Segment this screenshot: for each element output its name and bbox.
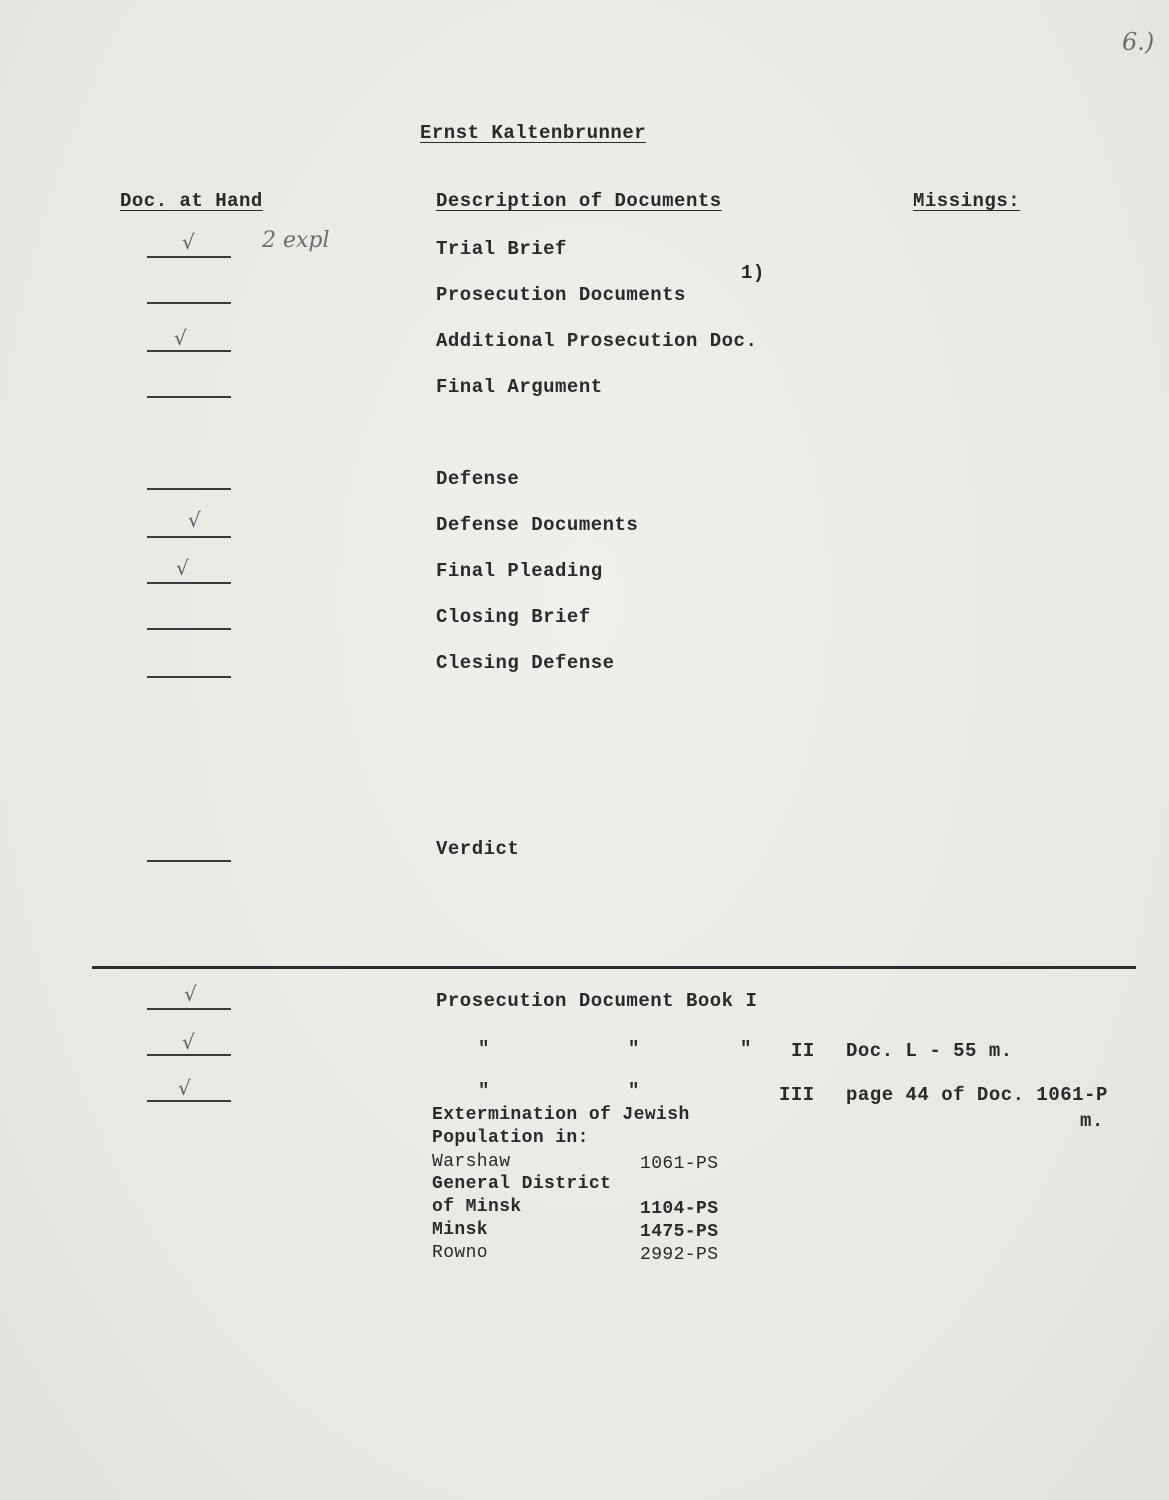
check-mark: √ [174, 326, 187, 350]
item-label: Additional Prosecution Doc. [436, 330, 758, 352]
book-2-missing: Doc. L - 55 m. [846, 1040, 1013, 1062]
blank-line [147, 350, 231, 352]
header-doc-at-hand: Doc. at Hand [120, 190, 263, 212]
blank-line [147, 628, 231, 630]
place-name: Warshaw [432, 1152, 511, 1172]
place-doc: 1061-PS [640, 1154, 719, 1174]
extermination-heading: Extermination of Jewish [432, 1105, 690, 1125]
blank-line [147, 582, 231, 584]
book-1-label: Prosecution Document Book I [436, 990, 758, 1012]
check-mark: √ [182, 1030, 195, 1054]
extermination-heading-cont: Population in: [432, 1128, 589, 1148]
check-mark: √ [178, 1076, 191, 1100]
blank-line [147, 302, 231, 304]
book-2-volume: II [791, 1040, 815, 1062]
blank-line [147, 1054, 231, 1056]
ditto-mark: " [628, 1038, 640, 1060]
check-mark: √ [182, 230, 195, 254]
ditto-mark: " [478, 1038, 490, 1060]
place-name: General District [432, 1174, 612, 1194]
item-label: Defense [436, 468, 520, 490]
item-label: Final Pleading [436, 560, 603, 582]
book-3-missing-cont: m. [1080, 1110, 1104, 1132]
blank-line [147, 860, 231, 862]
place-doc: 1104-PS [640, 1199, 719, 1219]
blank-line [147, 676, 231, 678]
section-divider [92, 966, 1136, 969]
check-mark: √ [184, 982, 197, 1006]
page-number: 6.) [1122, 28, 1155, 56]
book-3-missing: page 44 of Doc. 1061-P [846, 1084, 1108, 1106]
ditto-mark: " [478, 1080, 490, 1102]
blank-line [147, 1100, 231, 1102]
footnote-marker: 1) [741, 262, 765, 284]
blank-line [147, 396, 231, 398]
place-name: Rowno [432, 1243, 489, 1263]
handwritten-note: 2 expl [262, 228, 330, 253]
place-name: Minsk [432, 1220, 489, 1240]
ditto-mark: " [628, 1080, 640, 1102]
blank-line [147, 488, 231, 490]
blank-line [147, 536, 231, 538]
item-label: Prosecution Documents [436, 284, 686, 306]
header-description: Description of Documents [436, 190, 722, 212]
header-missings: Missings: [913, 190, 1021, 212]
place-doc: 2992-PS [640, 1245, 719, 1265]
item-label: Verdict [436, 838, 520, 860]
check-mark: √ [176, 556, 189, 580]
check-mark: √ [188, 508, 201, 532]
item-label: Defense Documents [436, 514, 639, 536]
item-label: Closing Brief [436, 606, 591, 628]
place-doc: 1475-PS [640, 1222, 719, 1242]
item-label: Final Argument [436, 376, 603, 398]
ditto-mark: " [740, 1038, 752, 1060]
item-label: Trial Brief [436, 238, 567, 260]
blank-line [147, 256, 231, 258]
place-name: of Minsk [432, 1197, 522, 1217]
blank-line [147, 1008, 231, 1010]
book-3-volume: III [779, 1084, 815, 1106]
page-title: Ernst Kaltenbrunner [420, 122, 647, 144]
item-label: Clesing Defense [436, 652, 615, 674]
